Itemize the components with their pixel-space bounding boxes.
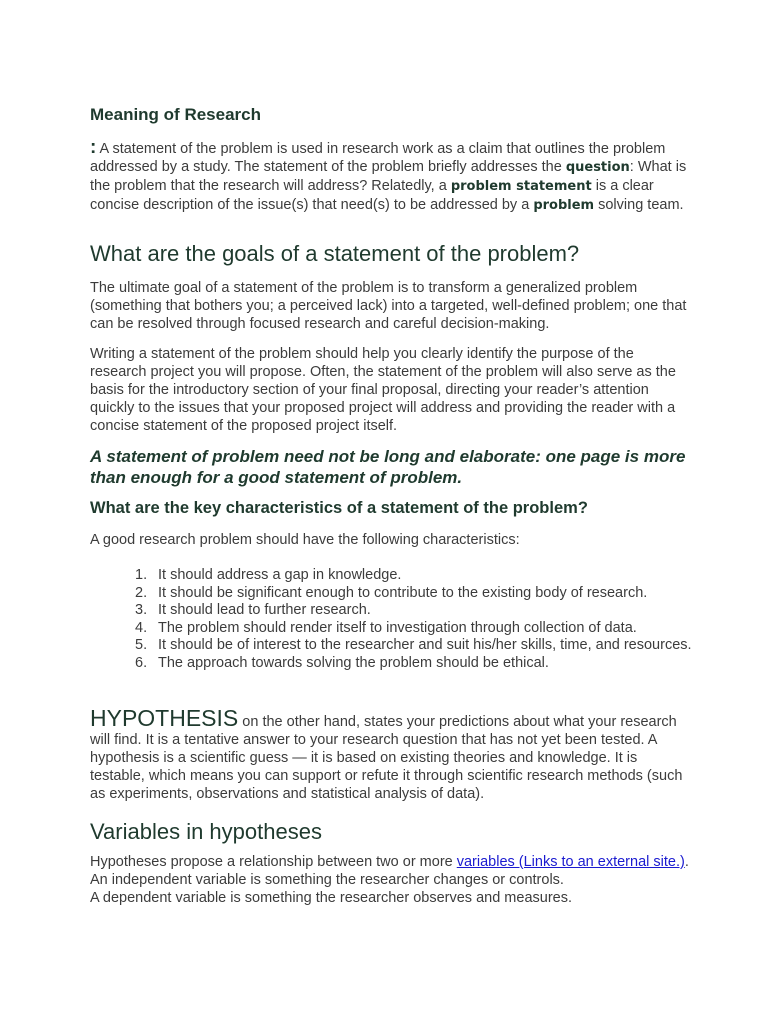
list-item [135, 567, 698, 585]
list-number: 1. [135, 567, 148, 583]
variables-heading: Variables in hypotheses [90, 819, 322, 844]
list-number: 4. [135, 619, 148, 636]
list-item [135, 584, 698, 603]
list-text: It should address a gap in knowledge. [158, 567, 402, 583]
callout-statement: A statement of problem need not be long and elaborate: one page is more than enough for a good statement of problem. [90, 447, 686, 487]
list-number: 3. [135, 602, 148, 618]
section-heading-meaning: Meaning of Research [90, 105, 261, 124]
characteristics-heading: What are the key characteristics of a statement of the problem? [90, 499, 588, 517]
intro-text-1: A statement of the problem is used in research work as a claim that outlines the problem addressed by a study. The statement of the problem briefly addresses the [90, 141, 666, 175]
intro-text-2: : What is the problem that the research will address? Relatedly, a [90, 159, 687, 194]
goals-heading: What are the goals of a statement of the problem? [90, 241, 580, 266]
characteristics-list [135, 567, 698, 672]
variables-link[interactable]: variables (Links to an external site.) [456, 854, 685, 870]
intro-text-4: solving team. [594, 197, 684, 213]
variables-paragraph [90, 853, 690, 907]
list-item [135, 637, 698, 655]
variables-text-3: A dependent variable is something the researcher observes and measures. [90, 890, 573, 906]
list-text: It should be significant enough to contribute to the existing body of research. [158, 584, 648, 601]
hypothesis-paragraph [90, 705, 690, 803]
intro-paragraph [90, 139, 690, 215]
list-number: 6. [135, 654, 148, 671]
goals-paragraph-1: The ultimate goal of a statement of the problem is to transform a generalized problem (something that bothers you; a perceived lack) into a targeted, well-defined problem; one that can be resolved through focused research and careful decision-making. [90, 280, 687, 332]
list-item [135, 654, 698, 673]
hypothesis-term: HYPOTHESIS [90, 705, 239, 731]
intro-text-3: is a clear concise description of the issue(s) that need(s) to be addressed by a [90, 178, 654, 213]
variables-text-1: Hypotheses propose a relationship between two or more [90, 854, 457, 870]
list-item [135, 602, 698, 620]
variables-text-2: . An independent variable is something the researcher changes or controls. [90, 854, 689, 888]
term-question: question [565, 160, 630, 175]
goals-paragraph-2: Writing a statement of the problem should help you clearly identify the purpose of the research project you will propose. Often, the statement of the problem will also serve as the basis for the introductory section of your final proposal, directing your reader’s attention quickly to the issues that your proposed project will address and providing the reader with a concise statement of the proposed project itself. [90, 346, 676, 434]
intro-colon: : [90, 137, 97, 158]
list-number: 2. [135, 584, 148, 601]
list-text: The approach towards solving the problem should be ethical. [158, 654, 549, 671]
hypothesis-text: on the other hand, states your predictions about what your research will find. It is a tentative answer to your research question that has not yet been tested. A hypothesis is a scientific guess — it is based on existing theories and knowledge. It is testable, which means you can support or refute it through scientific research methods (such as experiments, observations and statistical analysis of data). [90, 714, 683, 802]
list-text: It should lead to further research. [158, 602, 371, 618]
list-text: The problem should render itself to investigation through collection of data. [158, 619, 637, 636]
list-number: 5. [135, 637, 148, 653]
term-problem-statement: problem statement [450, 179, 592, 194]
characteristics-intro: A good research problem should have the following characteristics: [90, 532, 520, 548]
list-item [135, 619, 698, 638]
list-text: It should be of interest to the researcher and suit his/her skills, time, and resources. [158, 637, 692, 653]
term-problem: problem [533, 198, 595, 213]
